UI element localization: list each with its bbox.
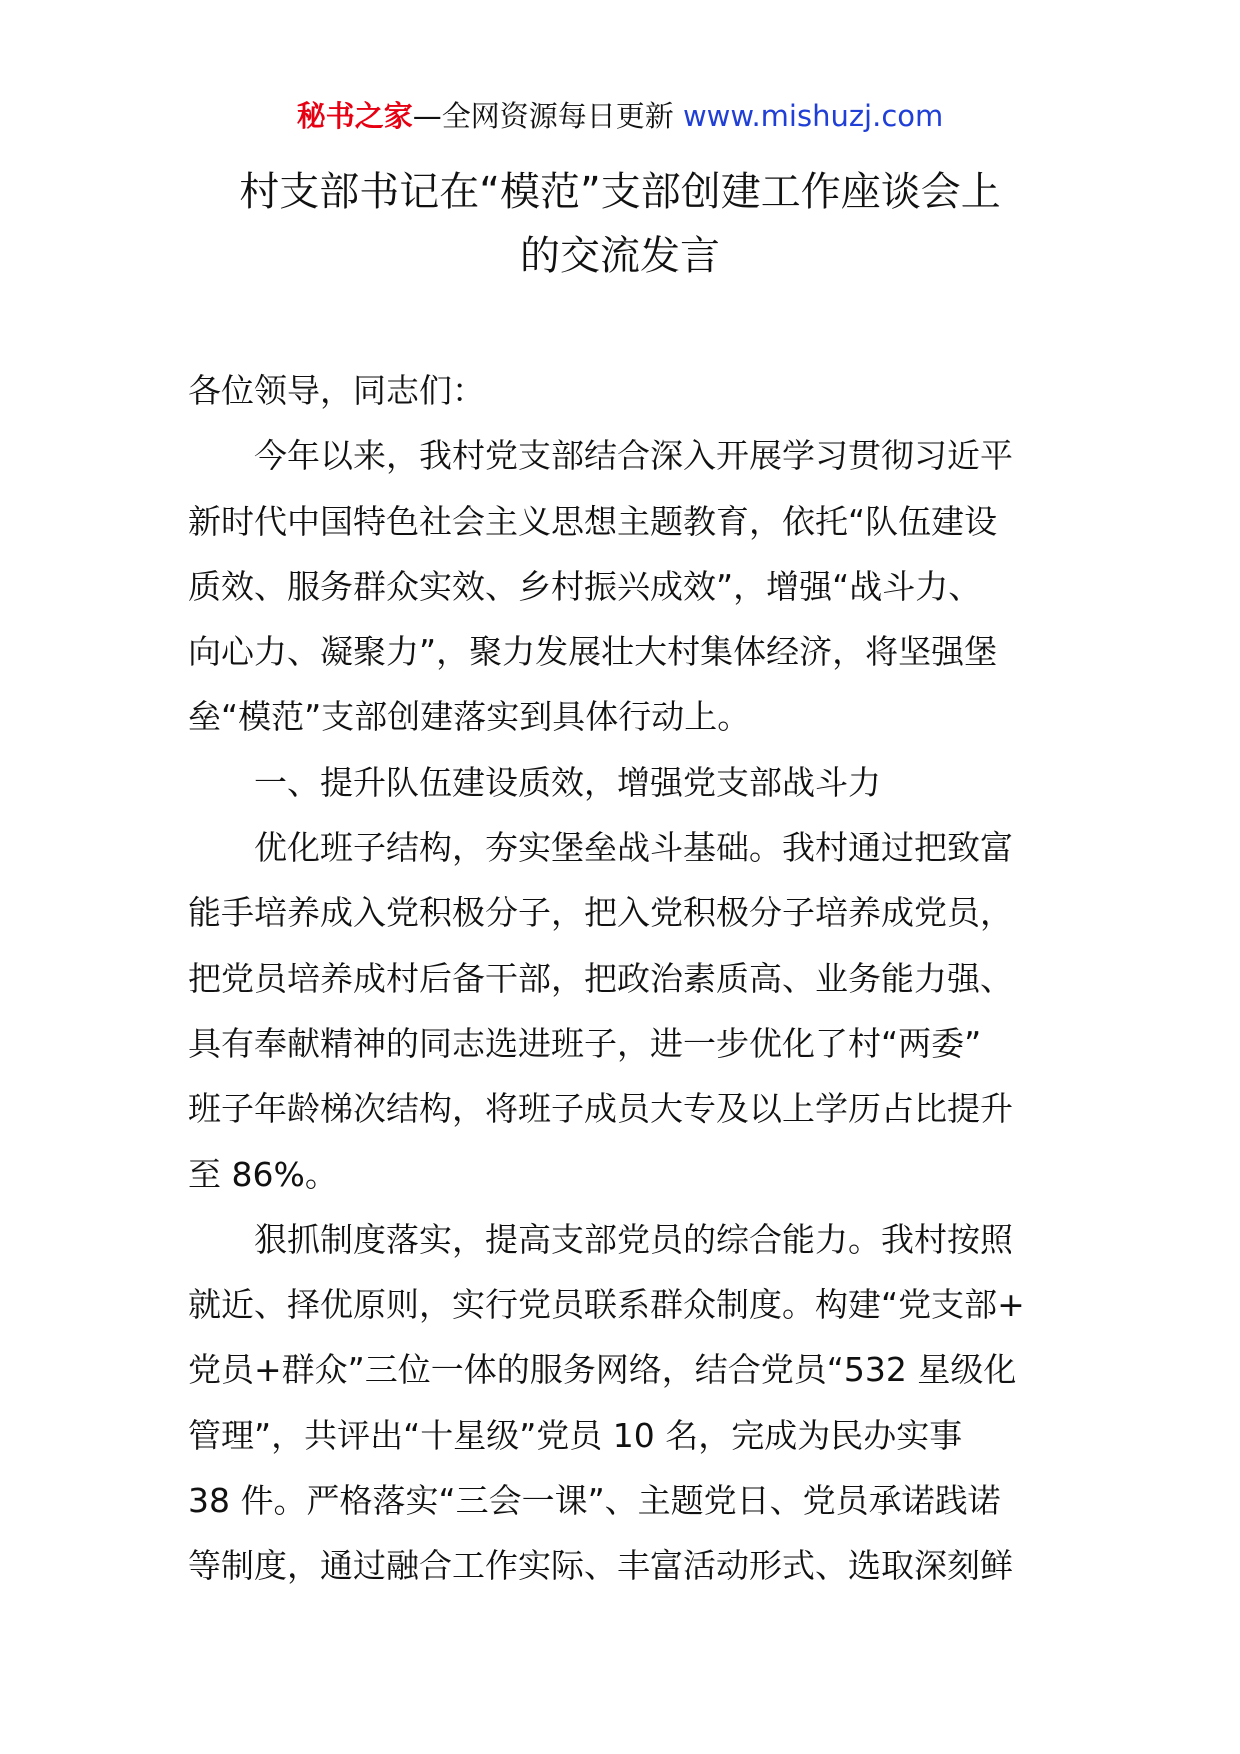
paragraph-line: 向心力、凝聚力”，聚力发展壮大村集体经济，将坚强堡	[188, 632, 998, 672]
paragraph-line: 38 件。严格落实“三会一课”、主题党日、党员承诺践诺	[188, 1481, 1001, 1521]
paragraph-line: 具有奉献精神的同志选进班子，进一步优化了村“两委”	[188, 1023, 982, 1063]
paragraph-line: 把党员培养成村后备干部，把政治素质高、业务能力强、	[188, 958, 1013, 998]
header-slogan: —全网资源每日更新	[412, 99, 674, 133]
paragraph-line: 狠抓制度落实，提高支部党员的综合能力。我村按照	[254, 1219, 1013, 1259]
paragraph-line: 至 86%。	[188, 1154, 338, 1194]
title-line-2: 的交流发言	[520, 233, 720, 279]
paragraph-line: 党员+群众”三位一体的服务网络，结合党员“532 星级化	[188, 1350, 1017, 1390]
site-header	[0, 96, 1240, 136]
section-heading: 一、提升队伍建设质效，增强党支部战斗力	[254, 762, 881, 802]
paragraph-line: 就近、择优原则，实行党员联系群众制度。构建“党支部+	[188, 1285, 1025, 1325]
title-line-1: 村支部书记在“模范”支部创建工作座谈会上	[239, 169, 1001, 215]
brand-name: 秘书之家	[296, 99, 413, 133]
paragraph-line: 能手培养成入党积极分子，把入党积极分子培养成党员，	[188, 893, 1013, 933]
salutation: 各位领导，同志们：	[188, 371, 485, 410]
paragraph-line: 等制度，通过融合工作实际、丰富活动形式、选取深刻鲜	[188, 1546, 1013, 1586]
paragraph-line: 质效、服务群众实效、乡村振兴成效”，增强“战斗力、	[188, 566, 982, 606]
paragraph-line: 新时代中国特色社会主义思想主题教育，依托“队伍建设	[188, 501, 998, 541]
site-url-link[interactable]: www.mishuzj.com	[682, 99, 944, 133]
document-body	[188, 358, 1058, 1599]
paragraph-line: 管理”，共评出“十星级”党员 10 名，完成为民办实事	[188, 1415, 963, 1455]
paragraph-line: 垒“模范”支部创建落实到具体行动上。	[188, 697, 751, 737]
paragraph-line: 今年以来，我村党支部结合深入开展学习贯彻习近平	[254, 436, 1013, 476]
paragraph-line: 班子年龄梯次结构，将班子成员大专及以上学历占比提升	[188, 1089, 1013, 1129]
paragraph-line: 优化班子结构，夯实堡垒战斗基础。我村通过把致富	[254, 828, 1013, 868]
document-title	[150, 160, 1090, 288]
